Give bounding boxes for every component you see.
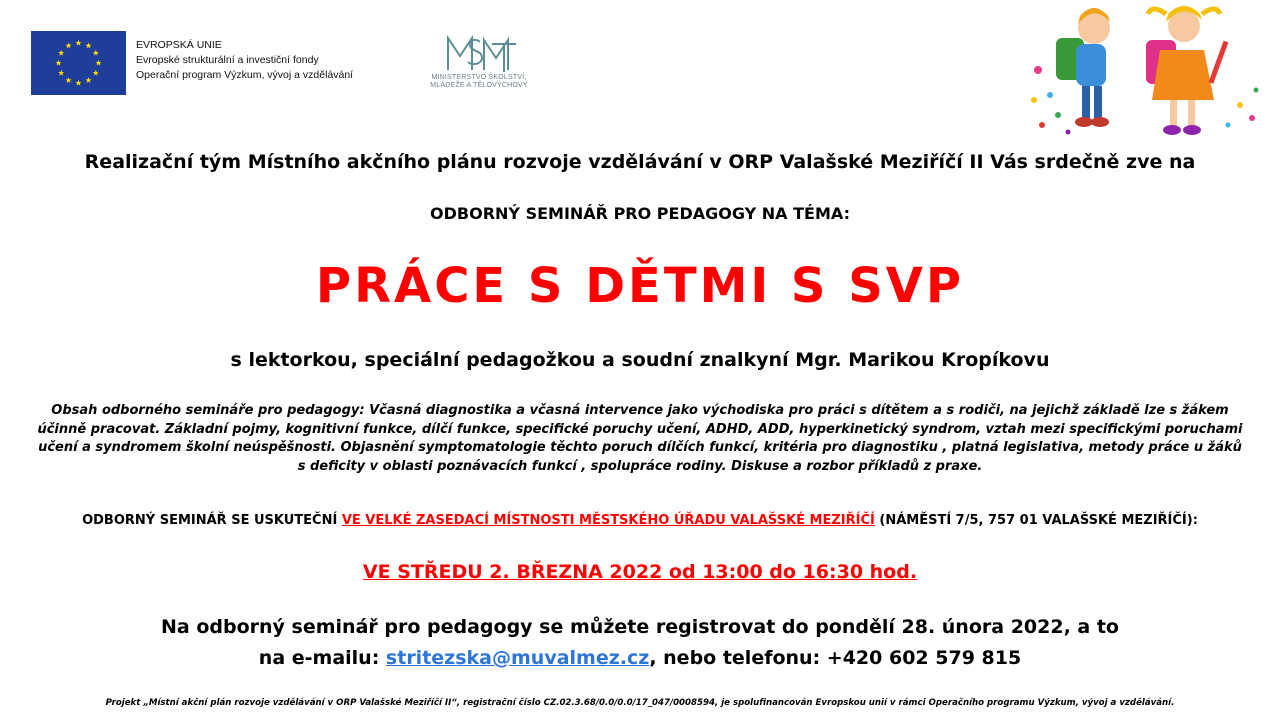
seminar-description (20, 402, 1260, 476)
eu-logo-text (136, 38, 353, 83)
description-line: učení a syndromem školní neúspěšnosti. Objasnění symptomatologie těchto poruch dílčích funkcí, kritéria pro diagnostiku , platná legislativa, metody práce u žáků (38, 440, 1242, 455)
venue-prefix: ODBORNÝ SEMINÁŘ SE USKUTEČNÍ (82, 513, 342, 528)
eu-star-icon (75, 40, 81, 46)
registration-email-prefix: na e-mailu: (258, 647, 386, 669)
eu-star-icon (58, 70, 64, 76)
description-line: s deficity v oblasti poznávacích funkcí , spolupráce rodiny. Diskuse a rozbor příkladů z praxe. (297, 458, 983, 474)
registration-line-2 (0, 647, 1280, 669)
eu-line-3: Operační program Výzkum, vývoj a vzdělávání (136, 69, 354, 81)
eu-star-icon (65, 42, 71, 48)
venue-line (0, 513, 1280, 528)
description-line: účinně pracovat. Základní pojmy, kognitivní funkce, dílčí funkce, specifické poruchy učení, ADHD, ADD, hyperkinetický syndrom, vztah mezi specifickými poruchami (37, 421, 1243, 437)
msmt-logo-icon (440, 30, 520, 78)
description-line: Obsah odborného semináře pro pedagogy: Včasná diagnostika a včasná intervence jako východiska pro práci s dítětem a s rodiči, na jejichž základě lze s žákem (51, 403, 1229, 418)
seminar-subtitle: ODBORNÝ SEMINÁŘ PRO PEDAGOGY NA TÉMA: (430, 204, 850, 223)
girl-with-backpack-icon (1146, 6, 1228, 135)
eu-star-icon (55, 60, 61, 66)
eu-star-icon (65, 77, 71, 83)
boy-with-backpack-icon (1056, 8, 1110, 127)
eu-star-icon (93, 70, 99, 76)
eu-line-1: EVROPSKÁ UNIE (136, 39, 222, 51)
eu-star-icon (93, 50, 99, 56)
seminar-title: PRÁCE S DĚTMI S SVP (315, 258, 965, 314)
eu-star-icon (85, 77, 91, 83)
venue-address: (NÁMĚSTÍ 7/5, 757 01 VALAŠSKÉ MEZIŘÍČÍ): (874, 513, 1198, 528)
registration-phone: , nebo telefonu: +420 602 579 815 (649, 647, 1022, 669)
venue-place: VE VELKÉ ZASEDACÍ MÍSTNOSTI MĚSTSKÉHO ÚŘADU VALAŠSKÉ MEZIŘÍČÍ (341, 513, 875, 528)
msmt-line-1: MINISTERSTVO ŠKOLSTVÍ, (431, 74, 527, 81)
eu-line-2: Evropské strukturální a investiční fondy (136, 54, 319, 66)
school-kids-illustration (1028, 0, 1264, 146)
project-footer: Projekt „Místní akční plán rozvoje vzdělávání v ORP Valašské Meziříčí II“, registrační číslo CZ.02.3.68/0.0/0.0/17_047/0008594, je spolufinancován Evropskou unií v rámci Operačního programu Výzkum, vývoj a vzdělávání. (105, 698, 1175, 708)
eu-stars-icon (31, 31, 126, 95)
msmt-line-2: MLÁDEŽE A TĚLOVÝCHOVY (430, 82, 528, 89)
lecturer-line: s lektorkou, speciální pedagožkou a soudní znalkyní Mgr. Marikou Kropíkovu (230, 349, 1050, 371)
invitation-intro: Realizační tým Místního akčního plánu rozvoje vzdělávání v ORP Valašské Meziříčí II Vás srdečně zve na (84, 151, 1196, 173)
eu-star-icon (85, 42, 91, 48)
msmt-logo-text (414, 74, 544, 90)
seminar-date: VE STŘEDU 2. BŘEZNA 2022 od 13:00 do 16:30 hod. (362, 561, 918, 583)
registration-line-1: Na odborný seminář pro pedagogy se můžete registrovat do pondělí 28. února 2022, a to (161, 616, 1119, 638)
eu-flag-logo (31, 31, 126, 95)
eu-star-icon (58, 50, 64, 56)
eu-star-icon (95, 60, 101, 66)
eu-star-icon (75, 80, 81, 86)
registration-email-link[interactable]: stritezska@muvalmez.cz (385, 647, 650, 669)
